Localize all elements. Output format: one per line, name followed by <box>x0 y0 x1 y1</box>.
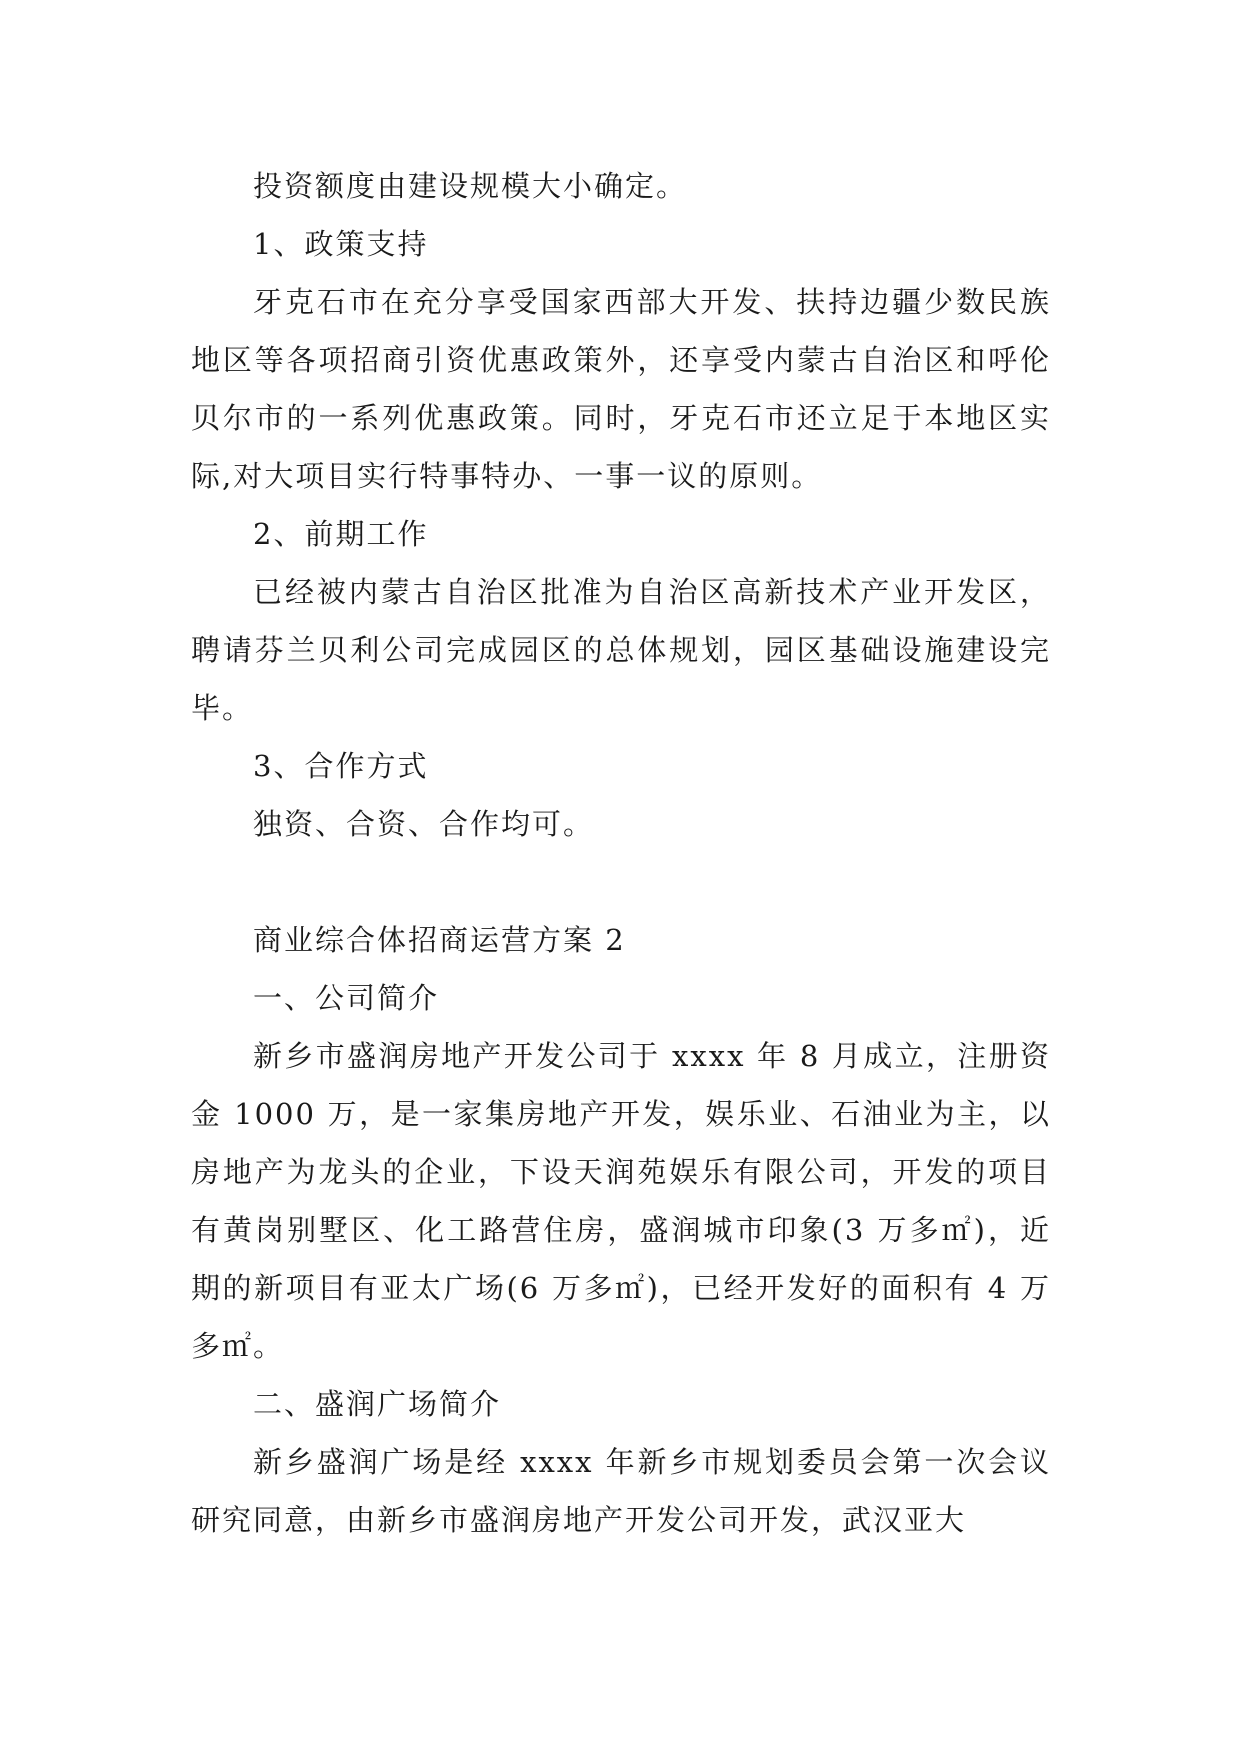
paragraph-investment-amount: 投资额度由建设规模大小确定。 <box>253 169 688 203</box>
paragraph-policy-support: 牙克石市在充分享受国家西部大开发、扶持边疆少数民族地区等各项招商引资优惠政策外，还享受内蒙古自治区和呼伦贝尔市的一系列优惠政策。同时，牙克石市还立足于本地区实际,对大项目实行特事特办、一事一议的原则。 <box>191 285 1051 493</box>
heading-plaza-intro: 二、盛润广场简介 <box>253 1387 502 1421</box>
paragraph-company-intro: 新乡市盛润房地产开发公司于 xxxx 年 8 月成立，注册资金 1000 万，是一家集房地产开发，娱乐业、石油业为主，以房地产为龙头的企业，下设天润苑娱乐有限公司，开发的项目有黄岗别墅区、化工路营住房，盛润城市印象(3 万多㎡)，近期的新项目有亚太广场(6 万多㎡)，已经开发好的面积有 4 万多㎡。 <box>191 1039 1051 1363</box>
heading-company-intro: 一、公司简介 <box>253 981 440 1015</box>
heading-preliminary-work: 2、前期工作 <box>253 517 429 551</box>
section-title: 商业综合体招商运营方案 2 <box>253 923 626 957</box>
heading-policy-support: 1、政策支持 <box>253 227 429 261</box>
document-body <box>191 157 1051 1549</box>
paragraph-preliminary-work: 已经被内蒙古自治区批准为自治区高新技术产业开发区，聘请芬兰贝利公司完成园区的总体规划，园区基础设施建设完毕。 <box>191 575 1051 725</box>
paragraph-cooperation-mode: 独资、合资、合作均可。 <box>253 807 595 841</box>
heading-cooperation-mode: 3、合作方式 <box>253 749 429 783</box>
paragraph-plaza-intro: 新乡盛润广场是经 xxxx 年新乡市规划委员会第一次会议研究同意，由新乡市盛润房地产开发公司开发，武汉亚大 <box>191 1445 1051 1537</box>
section-spacer <box>191 853 1051 911</box>
